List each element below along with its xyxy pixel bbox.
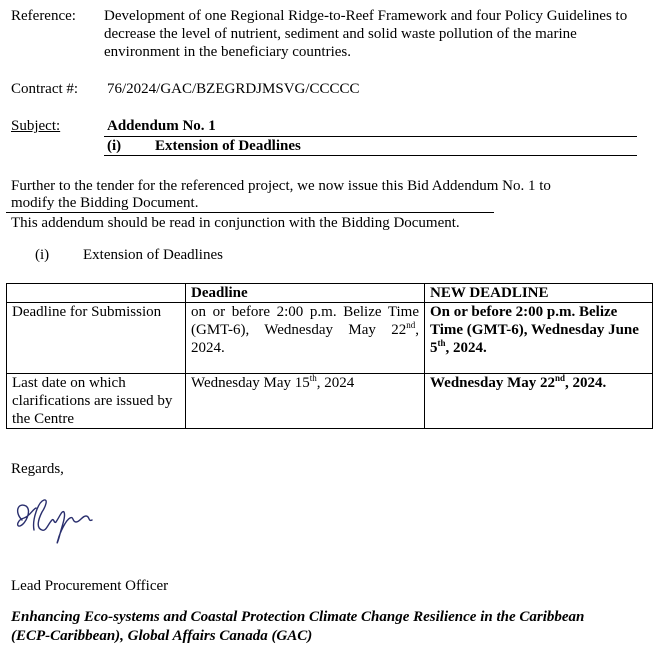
section-number: (i) [35,247,50,263]
intro-line-1: Further to the tender for the referenced project, we now issue this Bid Addendum No. 1 to [11,178,551,194]
subject-item-number: (i) [107,138,122,154]
reference-text: Development of one Regional Ridge-to-Reef Framework and four Policy Guidelines to decrease the level of nutrient, sediment and solid waste pollution of the marine environment in the beneficiary countries. [104,8,628,60]
row2-label: Last date on which clarifications are issued by the Centre [7,374,186,429]
conjunction-note: This addendum should be read in conjunction with the Bidding Document. [11,215,460,231]
regards: Regards, [11,461,64,477]
subject-addendum: Addendum No. 1 [107,118,216,134]
row1-label: Deadline for Submission [7,303,186,374]
signer-title: Lead Procurement Officer [11,578,169,594]
subject-label: Subject: [11,118,61,134]
row2-new-deadline: Wednesday May 22nd, 2024. [425,374,653,429]
contract-label: Contract #: [11,81,79,97]
row1-new-deadline: On or before 2:00 p.m. Belize Time (GMT-6), Wednesday June 5th, 2024. [425,303,653,374]
table-header-row [7,284,653,303]
footer-line-2: (ECP-Caribbean), Global Affairs Canada (GAC) [11,628,313,644]
header-deadline: Deadline [186,284,425,303]
section-title: Extension of Deadlines [83,247,223,263]
intro-rule [6,212,494,213]
row1-old-deadline: on or before 2:00 p.m. Belize Time (GMT-6), Wednesday May 22nd, 2024. [186,303,425,374]
header-new-deadline: NEW DEADLINE [425,284,653,303]
contract-number: 76/2024/GAC/BZEGRDJMSVG/CCCCC [107,81,360,97]
table-row [7,374,653,429]
table-header-blank [7,284,186,303]
subject-rule-2 [104,155,637,156]
signature-image [8,490,100,550]
table-row [7,303,653,374]
deadline-table [6,283,653,429]
row2-old-deadline: Wednesday May 15th, 2024 [186,374,425,429]
footer-line-1: Enhancing Eco-systems and Coastal Protection Climate Change Resilience in the Caribbean [11,609,585,625]
intro-line-2: modify the Bidding Document. [11,195,199,211]
reference-label: Reference: [11,8,76,24]
subject-item-title: Extension of Deadlines [155,138,301,154]
